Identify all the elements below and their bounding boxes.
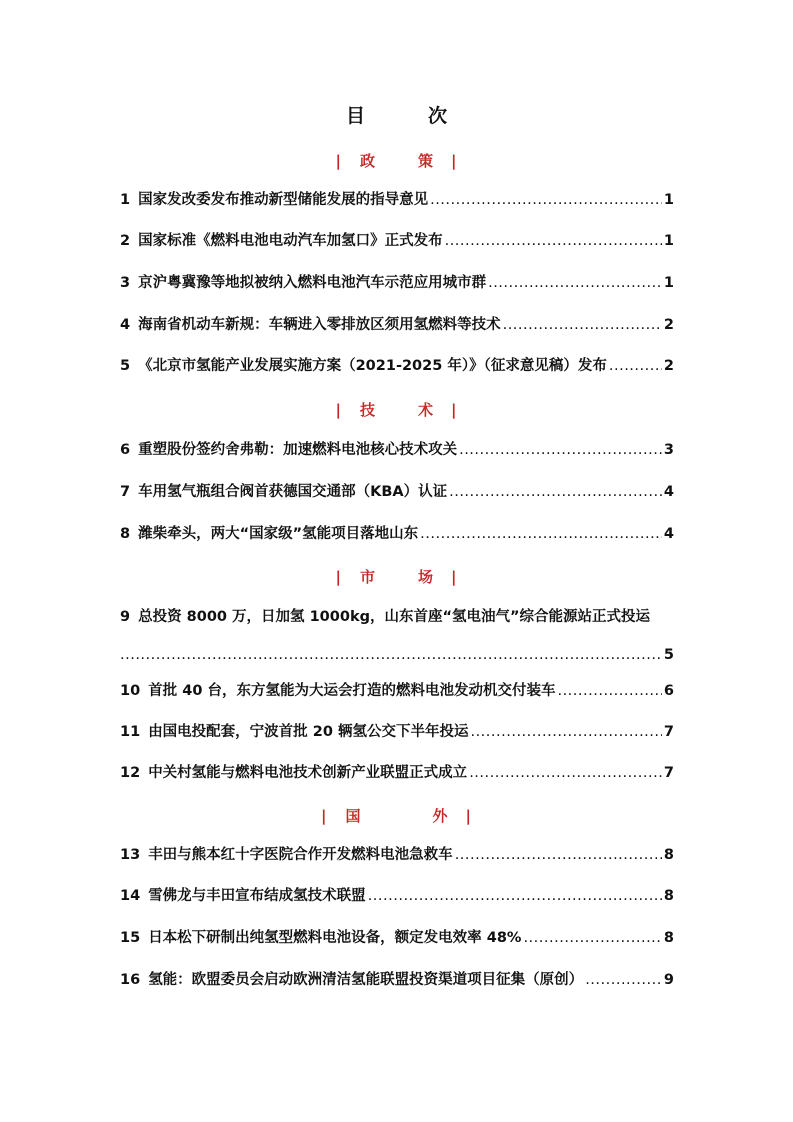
entry-page: 4 — [663, 526, 674, 542]
entry-number: 4 — [120, 317, 131, 333]
toc-entry-6[interactable] — [120, 440, 674, 460]
dot-leader — [557, 681, 661, 701]
entry-number: 11 — [120, 724, 141, 740]
entry-title: 《北京市氢能产业发展实施方案（2021-2025 年）》（征求意见稿）发布 — [138, 358, 607, 374]
entry-page: 3 — [663, 442, 674, 458]
dot-leader — [469, 763, 662, 783]
entry-title: 国家发改委发布推动新型储能发展的指导意见 — [138, 192, 429, 208]
toc-entry-15[interactable] — [120, 928, 674, 948]
toc-entry-13[interactable] — [120, 845, 674, 865]
entry-number: 15 — [120, 930, 141, 946]
entry-number: 10 — [120, 683, 141, 699]
entry-title: 丰田与熊本红十字医院合作开发燃料电池急救车 — [148, 847, 453, 863]
toc-entry-9-continuation[interactable] — [120, 645, 674, 665]
entry-page: 8 — [663, 930, 674, 946]
entry-title: 雪佛龙与丰田宣布结成氢技术联盟 — [148, 888, 366, 904]
toc-entry-16[interactable] — [120, 970, 674, 990]
section-bar: | — [335, 568, 342, 586]
entry-title: 中关村氢能与燃料电池技术创新产业联盟正式成立 — [148, 765, 468, 781]
entry-page: 8 — [663, 888, 674, 904]
entry-number: 1 — [120, 192, 131, 208]
entry-page: 4 — [663, 484, 674, 500]
dot-leader — [523, 928, 661, 948]
entry-page: 6 — [663, 683, 674, 699]
entry-page: 8 — [663, 847, 674, 863]
toc-entry-9[interactable] — [120, 607, 674, 627]
entry-title: 日本松下研制出纯氢型燃料电池设备，额定发电效率 48% — [148, 930, 522, 946]
dot-leader — [503, 315, 662, 335]
section-label: 国 外 — [345, 807, 462, 825]
toc-entry-1[interactable] — [120, 190, 674, 210]
entry-number: 5 — [120, 358, 131, 374]
toc-entry-3[interactable] — [120, 273, 674, 293]
entry-page: 1 — [663, 233, 674, 249]
entry-number: 12 — [120, 765, 141, 781]
entry-title: 车用氢气瓶组合阀首获德国交通部（KBA）认证 — [138, 484, 448, 500]
section-bar: | — [451, 152, 458, 170]
entry-page: 1 — [663, 192, 674, 208]
entry-title: 京沪粤冀豫等地拟被纳入燃料电池汽车示范应用城市群 — [138, 275, 487, 291]
entry-number: 9 — [120, 609, 131, 625]
section-heading-foreign — [0, 805, 793, 826]
section-label: 政 策 — [359, 152, 447, 170]
section-label: 技 术 — [359, 401, 447, 419]
section-bar: | — [321, 807, 328, 825]
entry-page: 7 — [663, 765, 674, 781]
entry-number: 13 — [120, 847, 141, 863]
toc-entry-10[interactable] — [120, 681, 674, 701]
entry-page: 5 — [663, 647, 674, 663]
dot-leader — [368, 886, 662, 906]
dot-leader — [488, 273, 662, 293]
toc-entry-8[interactable] — [120, 524, 674, 544]
toc-entry-2[interactable] — [120, 231, 674, 251]
section-bar: | — [335, 152, 342, 170]
entry-title: 潍柴牵头，两大“国家级”氢能项目落地山东 — [138, 526, 419, 542]
toc-entry-14[interactable] — [120, 886, 674, 906]
toc-entry-5[interactable] — [120, 356, 674, 376]
entry-number: 16 — [120, 972, 141, 988]
section-heading-market — [0, 566, 793, 587]
dot-leader — [120, 645, 662, 665]
entry-page: 9 — [663, 972, 674, 988]
page-title: 目 次 — [345, 105, 469, 127]
entry-page: 7 — [663, 724, 674, 740]
entry-number: 2 — [120, 233, 131, 249]
toc-entry-4[interactable] — [120, 315, 674, 335]
section-bar: | — [335, 401, 342, 419]
section-bar: | — [465, 807, 472, 825]
dot-leader — [449, 482, 662, 502]
dot-leader — [420, 524, 662, 544]
entry-title: 由国电投配套，宁波首批 20 辆氢公交下半年投运 — [148, 724, 469, 740]
entry-title: 国家标准《燃料电池电动汽车加氢口》正式发布 — [138, 233, 443, 249]
section-label: 市 场 — [359, 568, 447, 586]
entry-page: 2 — [663, 317, 674, 333]
section-bar: | — [451, 401, 458, 419]
entry-title: 首批 40 台，东方氢能为大运会打造的燃料电池发动机交付装车 — [148, 683, 556, 699]
section-heading-policy — [0, 150, 793, 171]
entry-number: 3 — [120, 275, 131, 291]
entry-number: 7 — [120, 484, 131, 500]
entry-title: 重塑股份签约舍弗勒：加速燃料电池核心技术攻关 — [138, 442, 458, 458]
toc-entry-7[interactable] — [120, 482, 674, 502]
entry-page: 2 — [663, 358, 674, 374]
toc-entry-11[interactable] — [120, 722, 674, 742]
dot-leader — [430, 190, 662, 210]
dot-leader — [470, 722, 661, 742]
entry-number: 8 — [120, 526, 131, 542]
dot-leader — [459, 440, 662, 460]
section-heading-tech — [0, 399, 793, 420]
dot-leader — [445, 231, 662, 251]
entry-number: 14 — [120, 888, 141, 904]
section-bar: | — [451, 568, 458, 586]
entry-title: 海南省机动车新规：车辆进入零排放区须用氢燃料等技术 — [138, 317, 501, 333]
entry-title: 总投资 8000 万，日加氢 1000kg，山东首座“氢电油气”综合能源站正式投运 — [138, 609, 651, 625]
toc-entry-12[interactable] — [120, 763, 674, 783]
dot-leader — [455, 845, 662, 865]
dot-leader — [585, 970, 662, 990]
entry-title: 氢能：欧盟委员会启动欧洲清洁氢能联盟投资渠道项目征集（原创） — [148, 972, 584, 988]
dot-leader — [609, 356, 662, 376]
entry-number: 6 — [120, 442, 131, 458]
entry-page: 1 — [663, 275, 674, 291]
